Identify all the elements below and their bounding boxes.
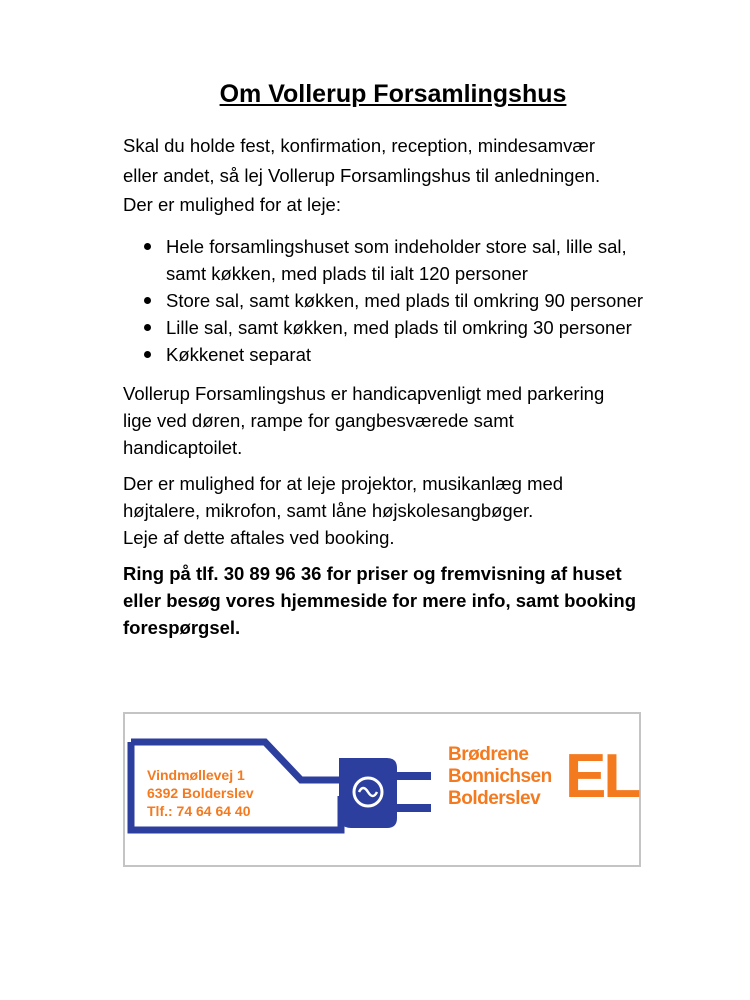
accessibility-paragraph (123, 380, 703, 461)
rental-options-list (123, 233, 723, 368)
list-item (123, 287, 723, 314)
sponsor-logo (123, 712, 641, 867)
list-item-text: Lille sal, samt køkken, med plads til omkring 30 personer (166, 317, 632, 338)
paragraph-line: eller besøg vores hjemmeside for mere info, samt booking (123, 590, 637, 611)
bullet-icon (144, 324, 151, 331)
paragraph-line: Ring på tlf. 30 89 96 36 for priser og fremvisning af huset (123, 563, 622, 584)
brand-line: Bolderslev (448, 788, 541, 809)
paragraph-line: handicaptoilet. (123, 437, 243, 458)
bullet-icon (144, 297, 151, 304)
contact-paragraph (123, 560, 703, 641)
intro-paragraph (123, 131, 703, 220)
intro-line: Der er mulighed for at leje: (123, 194, 341, 215)
brand-line: Bonnichsen (448, 766, 552, 787)
paragraph-line: Leje af dette aftales ved booking. (123, 527, 395, 548)
list-item (123, 341, 723, 368)
phone-number: Tlf.: 74 64 64 40 (147, 803, 251, 819)
address-line: Vindmøllevej 1 (147, 767, 245, 783)
list-item (123, 233, 723, 287)
paragraph-line: Vollerup Forsamlingshus er handicapvenligt med parkering (123, 383, 605, 404)
page-title: Om Vollerup Forsamlingshus (219, 80, 567, 108)
el-logo-mark: EL (565, 742, 639, 811)
intro-line: Skal du holde fest, konfirmation, reception, mindesamvær (123, 135, 595, 156)
paragraph-line: forespørgsel. (123, 617, 241, 638)
sponsor-address (147, 766, 254, 820)
list-item (123, 314, 723, 341)
address-line: 6392 Bolderslev (147, 785, 254, 801)
intro-line: eller andet, så lej Vollerup Forsamlingshus til anledningen. (123, 164, 601, 186)
paragraph-line: højtalere, mikrofon, samt låne højskolesangbøger. (123, 500, 534, 521)
bullet-icon (144, 243, 151, 250)
bullet-icon (144, 351, 151, 358)
list-item-text: Hele forsamlingshuset som indeholder store sal, lille sal, (166, 236, 627, 257)
paragraph-line: lige ved døren, rampe for gangbesværede samt (123, 410, 514, 431)
sponsor-name (448, 744, 552, 810)
list-item-text: Køkkenet separat (166, 344, 311, 365)
list-item-text: Store sal, samt køkken, med plads til omkring 90 personer (166, 290, 644, 311)
equipment-paragraph (123, 470, 703, 551)
list-item-text: samt køkken, med plads til ialt 120 personer (166, 263, 528, 284)
brand-line: Brødrene (448, 744, 529, 765)
paragraph-line: Der er mulighed for at leje projektor, musikanlæg med (123, 473, 564, 494)
